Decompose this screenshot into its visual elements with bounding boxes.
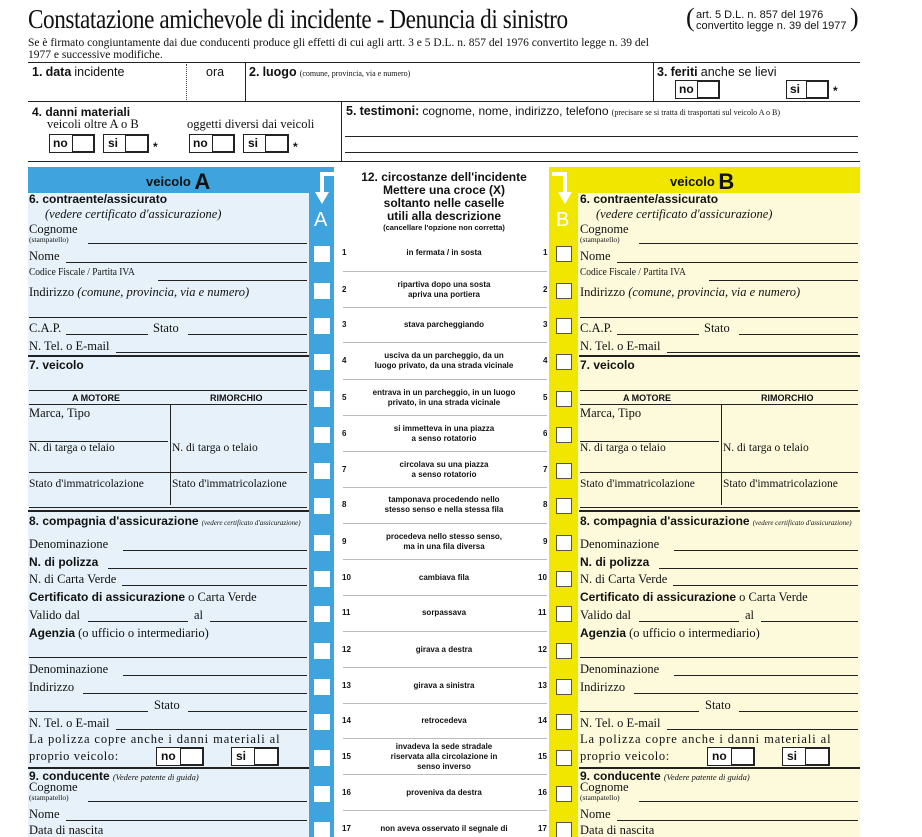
vehicleB-veicolo-line[interactable]	[580, 390, 858, 391]
circumstance-15-b-checkbox[interactable]	[556, 750, 572, 766]
circumstance-11-b-checkbox[interactable]	[556, 606, 572, 622]
vehicleB-stato-line[interactable]	[739, 334, 858, 335]
circumstance-3-b-checkbox[interactable]	[556, 318, 572, 334]
circumstance-5-a-checkbox[interactable]	[314, 391, 330, 407]
circumstance-10-text: cambiava fila	[418, 573, 470, 582]
vehicleB-denominazione-line[interactable]	[674, 550, 858, 551]
vehicleA-cognome2-line[interactable]	[88, 801, 307, 802]
vehicleA-section-8-title: 8. compagnia d'assicurazione (vedere certificato d'assicurazione)	[29, 514, 301, 528]
vehicleA-carta-verde-label: N. di Carta Verde	[29, 572, 117, 586]
vehicleA-veicolo-line[interactable]	[29, 390, 307, 391]
circumstance-17-num-a: 17	[342, 824, 351, 833]
circumstance-11-num-b: 11	[538, 608, 547, 617]
law-reference	[696, 10, 846, 32]
field-luogo[interactable]: 2. luogo (comune, provincia, via e numero)	[249, 65, 411, 79]
vehicleA-polizza-label: N. di polizza	[29, 555, 99, 569]
vehicleA-targa-label: N. di targa o telaio	[29, 442, 115, 454]
circumstance-11-num-a: 11	[342, 608, 351, 617]
vehicleA-copre-no-label: no	[161, 749, 176, 763]
circumstance-5-num-a: 5	[342, 393, 347, 402]
circumstance-17-num-b: 17	[538, 824, 547, 833]
circumstance-16-a-checkbox[interactable]	[314, 786, 330, 802]
vehicleA-denominazione2-line[interactable]	[123, 675, 307, 676]
circumstance-separator	[343, 595, 547, 596]
vehicleB-rimorchio-label: RIMORCHIO	[761, 393, 814, 403]
vehicleB-data-nascita-label: Data di nascita	[580, 823, 655, 837]
circumstance-2-num-a: 2	[342, 285, 347, 294]
vehicleA-section-6-title: 6. contraente/assicurato	[29, 192, 168, 206]
vehicleB-agenzia-line[interactable]	[580, 657, 858, 658]
circumstance-14-text: retrocedeva	[421, 716, 467, 725]
vehicleB-targa-line[interactable]	[580, 472, 858, 473]
vehicleA-motore-top-line[interactable]	[29, 404, 307, 405]
circumstance-15-num-b: 15	[538, 752, 547, 761]
vehicleB-stato-label: Stato	[704, 321, 730, 335]
circumstance-5-text: entrava in un parcheggio, in un luogo privato, in una strada vicinale	[372, 388, 516, 407]
vehicleB-stato-imm2-label: Stato d'immatricolazione	[723, 478, 838, 490]
vehicleB-stampatello2: (stampatello)	[580, 793, 620, 802]
circumstance-2-a-checkbox[interactable]	[314, 283, 330, 299]
vehicleA-denominazione2-label: Denominazione	[29, 662, 109, 676]
vehicleB-tel2-line[interactable]	[667, 729, 858, 730]
circumstance-separator	[343, 774, 547, 775]
vehicleB-tel-line[interactable]	[667, 352, 858, 353]
vehicleA-nome-line[interactable]	[66, 262, 307, 263]
paren-left: (	[686, 3, 695, 32]
circumstance-1-num-a: 1	[342, 248, 347, 257]
vehicleB-tel-label: N. Tel. o E-mail	[580, 339, 661, 353]
vehicleA-polizza-line[interactable]	[108, 568, 307, 569]
vehicleA-stato-label: Stato	[153, 321, 179, 335]
circumstance-14-b-checkbox[interactable]	[556, 714, 572, 730]
vehicleB-stato2-line[interactable]	[739, 711, 858, 712]
vehicleB-stato-imm-line[interactable]	[580, 507, 858, 508]
section-divider	[28, 510, 309, 512]
circumstance-15-num-a: 15	[342, 752, 351, 761]
circumstance-separator	[343, 415, 547, 416]
circumstance-7-a-checkbox[interactable]	[314, 463, 330, 479]
vehicleA-tel2-line[interactable]	[116, 729, 307, 730]
vehicleA-section-9-title: 9. conducente (Vedere patente di guida)	[29, 769, 199, 783]
vehicle-a-header-text: veicolo A	[146, 169, 211, 194]
vehicleA-indirizzo-label: Indirizzo (comune, provincia, via e numero)	[29, 285, 250, 299]
circumstance-separator	[343, 307, 547, 308]
vehicleA-proprio-label: proprio veicolo:	[29, 749, 119, 763]
circumstance-separator	[343, 379, 547, 380]
section-divider	[579, 510, 860, 512]
circumstance-separator	[343, 271, 547, 272]
vehicleA-stampatello2: (stampatello)	[29, 793, 69, 802]
circumstance-5-num-b: 5	[543, 393, 548, 402]
vehicleB-section-8-title: 8. compagnia d'assicurazione (vedere certificato d'assicurazione)	[580, 514, 852, 528]
vehicleA-carta-verde-line[interactable]	[122, 585, 307, 586]
circumstance-1-b-checkbox[interactable]	[556, 246, 572, 262]
vehicleA-denominazione-label: Denominazione	[29, 537, 109, 551]
circumstance-14-num-a: 14	[342, 716, 351, 725]
vehicleB-cap-label: C.A.P.	[580, 321, 613, 335]
circumstance-11-text: sorpassava	[421, 608, 467, 617]
vehicleB-valido-line[interactable]	[639, 621, 739, 622]
circumstance-13-a-checkbox[interactable]	[314, 679, 330, 695]
vehicleA-section-7-title: 7. veicolo	[29, 358, 84, 372]
circumstance-3-a-checkbox[interactable]	[314, 318, 330, 334]
vehicleA-motore-divider	[170, 405, 171, 505]
vehicleA-copre-si-checkbox[interactable]	[254, 748, 278, 765]
vehicleB-cognome2-line[interactable]	[639, 801, 858, 802]
field-testimoni[interactable]: 5. testimoni: cognome, nome, indirizzo, telefono (precisare se si tratta di trasportati sul veicolo A o B)	[346, 104, 781, 118]
circumstance-separator	[343, 342, 547, 343]
circumstances-header	[340, 171, 548, 233]
vehicleA-polizza-copre: La polizza copre anche i danni materiali al	[29, 732, 281, 746]
vehicleA-section-6-note: (vedere certificato d'assicurazione)	[45, 207, 222, 221]
circumstance-12-b-checkbox[interactable]	[556, 643, 572, 659]
circumstance-9-num-a: 9	[342, 537, 347, 546]
circumstance-9-a-checkbox[interactable]	[314, 535, 330, 551]
circumstance-7-num-a: 7	[342, 465, 347, 474]
vehicleA-al-line[interactable]	[210, 621, 307, 622]
danni-oggetti-no-label: no	[193, 136, 208, 150]
circumstance-6-num-b: 6	[543, 429, 548, 438]
strip-letter-a: A	[314, 209, 328, 231]
arrow-a-icon	[310, 172, 340, 208]
circumstance-separator	[343, 810, 547, 811]
vehicleB-stato2-label: Stato	[705, 698, 731, 712]
vehicleB-denominazione2-line[interactable]	[674, 675, 858, 676]
circumstance-4-text: usciva da un parcheggio, da un luogo privato, da una strada vicinale	[374, 351, 514, 370]
circumstance-8-b-checkbox[interactable]	[556, 498, 572, 514]
strip-letter-b: B	[556, 209, 570, 231]
vehicleB-section-6-note: (vedere certificato d'assicurazione)	[596, 207, 773, 221]
circumstance-12-a-checkbox[interactable]	[314, 643, 330, 659]
vehicleB-nome-label: Nome	[580, 249, 611, 263]
vehicleA-tel2-label: N. Tel. o E-mail	[29, 716, 110, 730]
circumstance-3-text: stava parcheggiando	[403, 320, 485, 329]
circumstance-11-a-checkbox[interactable]	[314, 606, 330, 622]
vehicleB-copre-no-label: no	[712, 749, 727, 763]
vehicleA-cognome-label: Cognome	[29, 222, 78, 236]
vehicleB-tel2-label: N. Tel. o E-mail	[580, 716, 661, 730]
danni-veicoli-si-label: si	[108, 136, 119, 150]
vehicleA-certificato-label: Certificato di assicurazione o Carta Verde	[29, 590, 257, 604]
vehicleB-motore-label: A MOTORE	[623, 393, 672, 403]
intro-text: Se è firmato congiuntamente dai due conducenti produce gli effetti di cui agli artt. 3 e 5 D.L. n. 857 del 1976 convertito legge n. 39 del 1977 e successive modifiche.	[28, 37, 649, 61]
vehicleB-section-9-title: 9. conducente (Vedere patente di guida)	[580, 769, 750, 783]
circumstance-1-text: in fermata / in sosta	[406, 248, 482, 257]
circumstance-6-a-checkbox[interactable]	[314, 427, 330, 443]
circumstance-8-num-a: 8	[342, 500, 347, 509]
circumstance-16-text: proveniva da destra	[406, 788, 482, 797]
vehicleA-agenzia-label: Agenzia (o ufficio o intermediario)	[29, 626, 209, 640]
danni-veicoli-star: *	[153, 140, 158, 154]
vehicleB-copre-no-checkbox[interactable]	[731, 748, 754, 765]
vehicleA-marca-label: Marca, Tipo	[29, 406, 91, 420]
vehicleB-indirizzo-label: Indirizzo (comune, provincia, via e numero)	[580, 285, 801, 299]
vehicleA-valido-label: Valido dal	[29, 608, 81, 622]
field-ora[interactable]: ora	[206, 65, 225, 79]
circumstance-6-num-a: 6	[342, 429, 347, 438]
vehicleB-al-label: al	[745, 608, 755, 622]
vehicleB-motore-divider	[721, 405, 722, 505]
vehicleB-cf-line[interactable]	[709, 280, 858, 281]
vehicleB-denominazione2-label: Denominazione	[580, 662, 660, 676]
circumstance-2-text: ripartiva dopo una sosta apriva una portiera	[397, 280, 491, 299]
circumstance-separator	[343, 738, 547, 739]
vehicleA-stato2-label: Stato	[154, 698, 180, 712]
field-feriti: 3. feriti anche se lievi	[657, 65, 777, 79]
circumstance-separator	[343, 523, 547, 524]
form-title: Constatazione amichevole di incidente - Denuncia di sinistro	[28, 4, 568, 34]
vehicleA-agenzia-line[interactable]	[29, 657, 307, 658]
vehicleA-nome2-label: Nome	[29, 807, 60, 821]
vehicleB-section-7-title: 7. veicolo	[580, 358, 635, 372]
vehicleA-indirizzo-line[interactable]	[29, 317, 307, 318]
circumstance-separator	[343, 703, 547, 704]
vehicleB-indirizzo2-line[interactable]	[634, 693, 858, 694]
vehicleA-targa-line[interactable]	[29, 472, 307, 473]
circumstance-7-num-b: 7	[543, 465, 548, 474]
circumstances-instr-3: utili alla descrizione	[386, 209, 502, 223]
circumstance-16-num-b: 16	[538, 788, 547, 797]
vehicleB-carta-verde-line[interactable]	[673, 585, 858, 586]
vehicleA-indirizzo2-line[interactable]	[83, 693, 307, 694]
vehicleA-indirizzo2b-line[interactable]	[29, 711, 148, 712]
vehicleB-copre-si-checkbox[interactable]	[805, 748, 829, 765]
vehicleA-nome2-line[interactable]	[66, 820, 307, 821]
vehicleB-indirizzo2-label: Indirizzo	[580, 680, 626, 694]
danni-oggetti-label: oggetti diversi dai veicoli	[187, 117, 315, 131]
circumstance-14-num-b: 14	[538, 716, 547, 725]
circumstance-8-num-b: 8	[543, 500, 548, 509]
law-line-2: convertito legge n. 39 del 1977	[696, 20, 847, 32]
feriti-star: *	[833, 84, 838, 98]
circumstance-4-num-b: 4	[543, 356, 548, 365]
circumstance-separator	[343, 487, 547, 488]
circumstances-title: 12. circostanze dell'incidente	[361, 170, 527, 184]
circumstance-5-b-checkbox[interactable]	[556, 391, 572, 407]
vehicleB-section-6-title: 6. contraente/assicurato	[580, 192, 719, 206]
vehicleB-nome-line[interactable]	[617, 262, 858, 263]
section-divider	[579, 355, 860, 357]
circumstance-17-b-checkbox[interactable]	[556, 822, 572, 837]
circumstance-10-b-checkbox[interactable]	[556, 571, 572, 587]
vehicleB-al-line[interactable]	[761, 621, 858, 622]
feriti-si-label: si	[790, 82, 801, 96]
vehicleA-targa2-label: N. di targa o telaio	[172, 442, 258, 454]
vehicleA-al-label: al	[194, 608, 204, 622]
vehicleB-certificato-label: Certificato di assicurazione o Carta Verde	[580, 590, 808, 604]
circumstances-instr-1: Mettere una croce (X)	[382, 183, 506, 197]
vehicleB-agenzia-label: Agenzia (o ufficio o intermediario)	[580, 626, 760, 640]
circumstance-9-num-b: 9	[543, 537, 548, 546]
vehicleB-polizza-line[interactable]	[659, 568, 858, 569]
vehicleB-targa2-label: N. di targa o telaio	[723, 442, 809, 454]
vehicleA-indirizzo2-label: Indirizzo	[29, 680, 75, 694]
circumstance-8-text: tamponava procedendo nello stesso senso e nella stessa fila	[384, 495, 504, 514]
circumstance-6-b-checkbox[interactable]	[556, 427, 572, 443]
vehicleA-motore-label: A MOTORE	[72, 393, 121, 403]
vehicleB-indirizzo2b-line[interactable]	[580, 711, 699, 712]
vehicleB-polizza-copre: La polizza copre anche i danni materiali al	[580, 732, 832, 746]
circumstance-1-a-checkbox[interactable]	[314, 246, 330, 262]
circumstance-3-num-a: 3	[342, 320, 347, 329]
vehicleB-polizza-label: N. di polizza	[580, 555, 650, 569]
vehicleB-cf-label: Codice Fiscale / Partita IVA	[580, 267, 686, 278]
vehicleA-stato-imm-line[interactable]	[29, 507, 307, 508]
vehicleB-denominazione-label: Denominazione	[580, 537, 660, 551]
circumstance-3-num-b: 3	[543, 320, 548, 329]
arrow-b-icon	[548, 172, 578, 208]
circumstance-17-a-checkbox[interactable]	[314, 822, 330, 837]
circumstance-4-num-a: 4	[342, 356, 347, 365]
section-divider	[28, 355, 309, 357]
vehicleB-nome2-line[interactable]	[617, 820, 858, 821]
circumstance-13-b-checkbox[interactable]	[556, 679, 572, 695]
vehicleA-cap-line[interactable]	[66, 334, 148, 335]
vehicleA-cap-label: C.A.P.	[29, 321, 62, 335]
circumstance-2-b-checkbox[interactable]	[556, 283, 572, 299]
circumstance-7-text: circolava su una piazza a senso rotatorio	[399, 460, 489, 479]
circumstance-16-b-checkbox[interactable]	[556, 786, 572, 802]
circumstance-7-b-checkbox[interactable]	[556, 463, 572, 479]
circumstance-12-text: girava a destra	[415, 645, 473, 654]
vehicleB-stato-imm-label: Stato d'immatricolazione	[580, 478, 695, 490]
vehicleB-marca-label: Marca, Tipo	[580, 406, 642, 420]
danni-veicoli-si-checkbox[interactable]	[125, 135, 148, 152]
circumstance-2-num-b: 2	[543, 285, 548, 294]
circumstances-instr-2: soltanto nelle caselle	[383, 196, 505, 210]
danni-oggetti-star: *	[293, 140, 298, 154]
danni-veicoli-no-checkbox[interactable]	[72, 135, 94, 152]
law-line-1: art. 5 D.L. n. 857 del 1976	[696, 9, 824, 21]
vehicleB-carta-verde-label: N. di Carta Verde	[580, 572, 668, 586]
vehicleA-stato-imm2-label: Stato d'immatricolazione	[172, 478, 287, 490]
danni-oggetti-si-checkbox[interactable]	[265, 135, 288, 152]
vehicleA-cognome2-label: Cognome	[29, 780, 78, 794]
circumstance-9-text: procedeva nello stesso senso, ma in una fila diversa	[385, 532, 503, 551]
circumstance-13-num-b: 13	[538, 681, 547, 690]
feriti-no-label: no	[679, 82, 694, 96]
circumstance-13-text: girava a sinistra	[413, 681, 475, 690]
vehicleA-data-nascita-label: Data di nascita	[29, 823, 104, 837]
circumstance-13-num-a: 13	[342, 681, 351, 690]
circumstance-separator	[343, 631, 547, 632]
vehicleB-copre-si-label: si	[787, 749, 798, 763]
vehicleA-stampatello: (stampatello)	[29, 235, 69, 244]
vehicleA-cf-label: Codice Fiscale / Partita IVA	[29, 267, 135, 278]
vehicle-b-header-text: veicolo B	[670, 169, 735, 194]
vehicleB-motore-top-line[interactable]	[580, 404, 858, 405]
vehicleA-stato2-line[interactable]	[188, 711, 307, 712]
circumstance-14-a-checkbox[interactable]	[314, 714, 330, 730]
vehicleB-nome2-label: Nome	[580, 807, 611, 821]
vehicleA-rimorchio-label: RIMORCHIO	[210, 393, 263, 403]
vehicleB-cognome-line[interactable]	[639, 243, 858, 244]
circumstance-6-text: si immetteva in una piazza a senso rotatorio	[393, 424, 495, 443]
circumstance-10-num-b: 10	[538, 573, 547, 582]
circumstance-8-a-checkbox[interactable]	[314, 498, 330, 514]
circumstance-separator	[343, 559, 547, 560]
vehicleB-valido-label: Valido dal	[580, 608, 632, 622]
field-date[interactable]: 1. data incidente	[32, 65, 125, 79]
circumstance-separator	[343, 667, 547, 668]
circumstance-15-text: invadeva la sede stradale riservata alla circolazione in senso inverso	[390, 742, 498, 771]
vehicleA-tel-label: N. Tel. o E-mail	[29, 339, 110, 353]
vehicleA-denominazione-line[interactable]	[123, 550, 307, 551]
vehicleB-targa-label: N. di targa o telaio	[580, 442, 666, 454]
circumstance-10-num-a: 10	[342, 573, 351, 582]
circumstance-separator	[343, 451, 547, 452]
danni-veicoli-no-label: no	[53, 136, 68, 150]
circumstance-10-a-checkbox[interactable]	[314, 571, 330, 587]
circumstance-9-b-checkbox[interactable]	[556, 535, 572, 551]
vehicleA-stato-line[interactable]	[188, 334, 307, 335]
vehicleB-stampatello: (stampatello)	[580, 235, 620, 244]
circumstances-instr-4: (cancellare l'opzione non corretta)	[383, 223, 505, 232]
circumstance-17-text: non aveva osservato il segnale di	[380, 824, 508, 833]
vehicleA-nome-label: Nome	[29, 249, 60, 263]
vehicleB-proprio-label: proprio veicolo:	[580, 749, 670, 763]
vehicleA-tel-line[interactable]	[116, 352, 307, 353]
vehicleA-cognome-line[interactable]	[88, 243, 307, 244]
danni-veicoli-label: veicoli oltre A o B	[47, 117, 139, 131]
vehicleB-cognome2-label: Cognome	[580, 780, 629, 794]
vehicleA-copre-si-label: si	[236, 749, 247, 763]
vehicleA-stato-imm-label: Stato d'immatricolazione	[29, 478, 144, 490]
vehicleB-cap-line[interactable]	[617, 334, 699, 335]
danni-oggetti-no-checkbox[interactable]	[212, 135, 234, 152]
danni-oggetti-si-label: si	[248, 136, 259, 150]
vehicleA-valido-line[interactable]	[88, 621, 188, 622]
vehicleB-indirizzo-line[interactable]	[580, 317, 858, 318]
vehicleA-cf-line[interactable]	[158, 280, 307, 281]
section-4-title: 4. danni materiali	[32, 105, 131, 119]
vehicleA-copre-no-checkbox[interactable]	[180, 748, 203, 765]
circumstance-4-b-checkbox[interactable]	[556, 354, 572, 370]
vehicleB-cognome-label: Cognome	[580, 222, 629, 236]
paren-right: )	[850, 3, 859, 32]
circumstance-1-num-b: 1	[543, 248, 548, 257]
circumstance-15-a-checkbox[interactable]	[314, 750, 330, 766]
circumstance-12-num-a: 12	[342, 645, 351, 654]
circumstance-4-a-checkbox[interactable]	[314, 354, 330, 370]
circumstance-16-num-a: 16	[342, 788, 351, 797]
circumstance-12-num-b: 12	[538, 645, 547, 654]
